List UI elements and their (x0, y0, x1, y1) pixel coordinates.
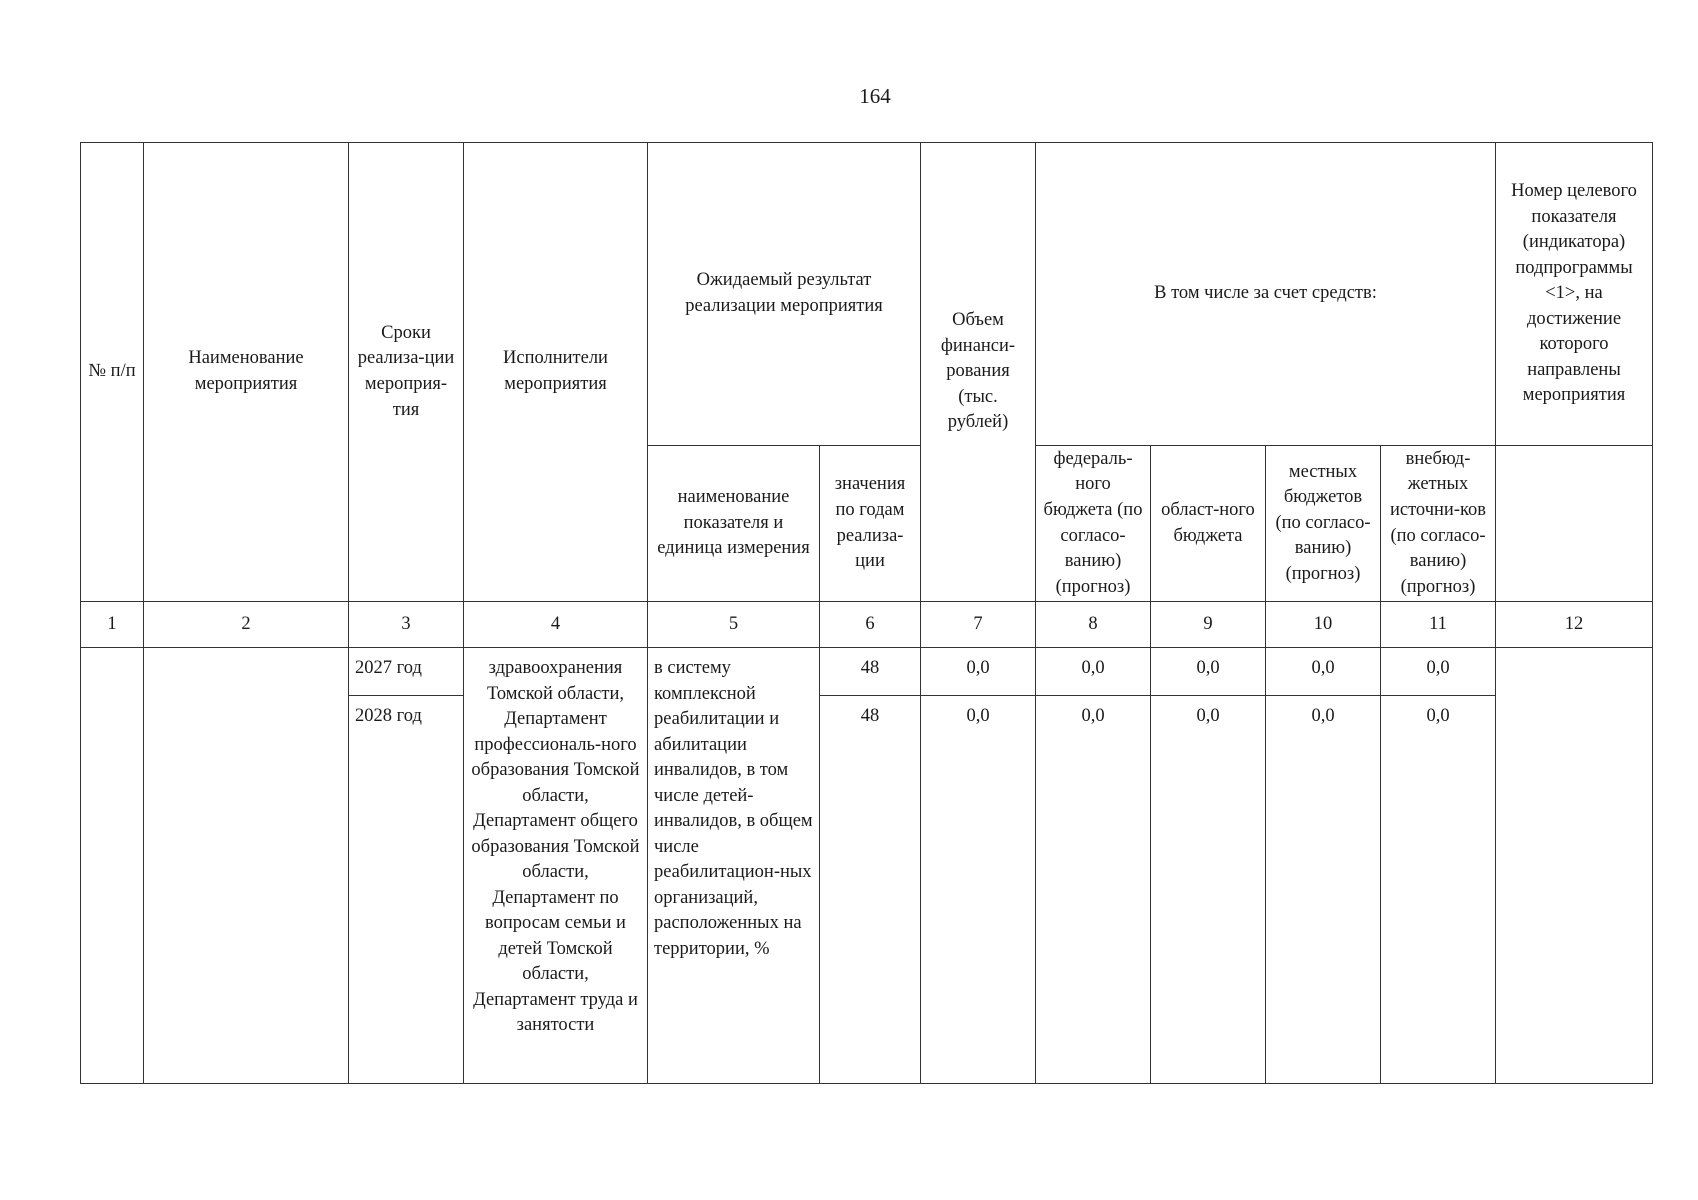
header-target-indicator: Номер целевого показателя (индикатора) подпрограммы <1>, на достижение которого направлены мероприятия (1496, 143, 1653, 446)
column-number: 4 (464, 602, 648, 648)
cell-number-empty (81, 648, 144, 1084)
column-number: 10 (1266, 602, 1381, 648)
cell-year: 2027 год (349, 648, 464, 696)
cell-federal: 0,0 (1036, 648, 1151, 696)
cell-total: 0,0 (921, 696, 1036, 1084)
cell-regional: 0,0 (1151, 648, 1266, 696)
cell-value: 48 (820, 648, 921, 696)
header-indicator-name: наименование показателя и единица измерения (648, 446, 820, 602)
cell-extra: 0,0 (1381, 696, 1496, 1084)
cell-indicator-name: в систему комплексной реабилитации и абилитации инвалидов, в том числе детей-инвалидов, в общем числе реабилитацион-ных организаций, расположенных на территории, % (648, 648, 820, 1084)
header-regional-budget: област-ного бюджета (1151, 446, 1266, 602)
header-values-by-year: значения по годам реализа-ции (820, 446, 921, 602)
column-number: 11 (1381, 602, 1496, 648)
cell-total: 0,0 (921, 648, 1036, 696)
column-number: 1 (81, 602, 144, 648)
cell-federal: 0,0 (1036, 696, 1151, 1084)
header-terms: Сроки реализа-ции мероприя-тия (349, 143, 464, 602)
header-financing-volume: Объем финанси-рования (тыс. рублей) (921, 143, 1036, 602)
cell-value: 48 (820, 696, 921, 1084)
header-target-indicator-empty (1496, 446, 1653, 602)
column-number: 12 (1496, 602, 1653, 648)
column-number: 8 (1036, 602, 1151, 648)
activities-table (80, 142, 1653, 1084)
header-funding-sources: В том числе за счет средств: (1036, 143, 1496, 446)
cell-activity-name-empty (144, 648, 349, 1084)
header-extrabudgetary: внебюд-жетных источни-ков (по согласо-ванию) (прогноз) (1381, 446, 1496, 602)
column-number: 3 (349, 602, 464, 648)
cell-regional: 0,0 (1151, 696, 1266, 1084)
column-number: 2 (144, 602, 349, 648)
header-expected-result: Ожидаемый результат реализации мероприятия (648, 143, 921, 446)
column-number: 5 (648, 602, 820, 648)
header-number: № п/п (81, 143, 144, 602)
column-number-row (81, 602, 1653, 648)
header-federal-budget: федераль-ного бюджета (по согласо-ванию) (прогноз) (1036, 446, 1151, 602)
cell-target-indicator-empty (1496, 648, 1653, 1084)
column-number: 7 (921, 602, 1036, 648)
cell-year: 2028 год (349, 696, 464, 1084)
column-number: 9 (1151, 602, 1266, 648)
header-activity-name: Наименование мероприятия (144, 143, 349, 602)
header-executors: Исполнители мероприятия (464, 143, 648, 602)
header-local-budgets: местных бюджетов (по согласо-ванию) (прогноз) (1266, 446, 1381, 602)
column-number: 6 (820, 602, 921, 648)
cell-local: 0,0 (1266, 696, 1381, 1084)
cell-local: 0,0 (1266, 648, 1381, 696)
cell-executors: здравоохранения Томской области, Департамент профессиональ-ного образования Томской области, Департамент общего образования Томской области, Департамент по вопросам семьи и детей Томской области, Департамент труда и занятости (464, 648, 648, 1084)
page-number: 164 (859, 84, 891, 108)
cell-extra: 0,0 (1381, 648, 1496, 696)
table-row (81, 648, 1653, 696)
